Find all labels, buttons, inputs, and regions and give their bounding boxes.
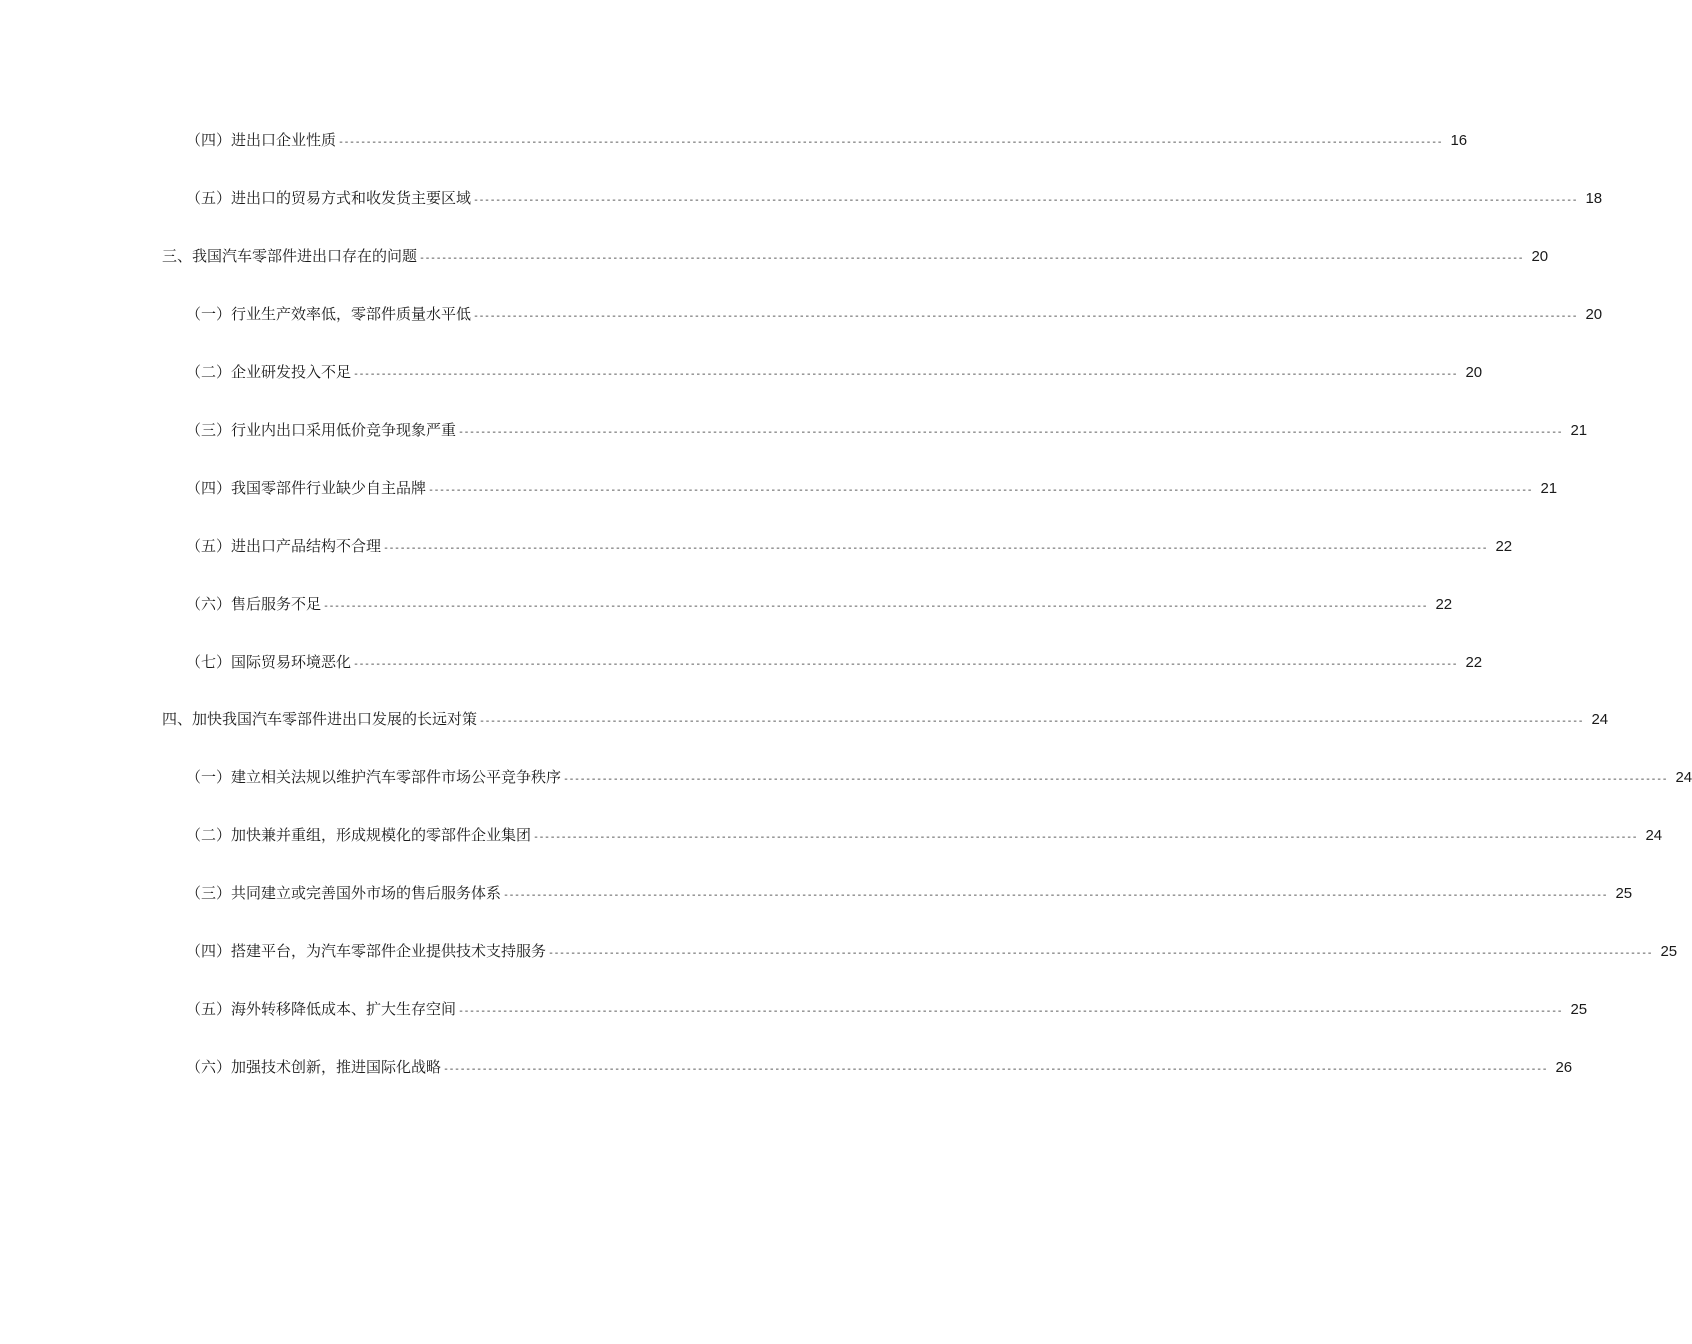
toc-entry-page: 18 [1585, 190, 1603, 207]
toc-entry-title: （七）国际贸易环境恶化 [186, 653, 352, 671]
toc-entry[interactable] [162, 244, 1549, 268]
toc-entry[interactable] [186, 360, 1483, 384]
toc-entry[interactable] [186, 476, 1558, 500]
toc-entry-page: 20 [1585, 306, 1603, 323]
toc-dot-leader: -------------------------------------------------------------------------------------------------------------------------------------------------------------------------------------------------------- [473, 311, 1578, 322]
toc-entry-title: （二）加快兼并重组，形成规模化的零部件企业集团 [186, 826, 532, 844]
toc-entry[interactable] [186, 592, 1453, 616]
toc-entry[interactable] [186, 186, 1603, 210]
toc-dot-leader: -------------------------------------------------------------------------------------------------------------------------------------------------------------------------------------------------------- [428, 485, 1533, 496]
toc-entry-page: 24 [1645, 827, 1663, 844]
toc-entry-title: （四）搭建平台，为汽车零部件企业提供技术支持服务 [186, 942, 547, 960]
toc-dot-leader: -------------------------------------------------------------------------------------------------------------------------------------------------------------------------------------------------------- [353, 659, 1458, 670]
toc-entry-title: （二）企业研发投入不足 [186, 363, 352, 381]
toc-entry[interactable] [186, 881, 1633, 905]
toc-dot-leader: -------------------------------------------------------------------------------------------------------------------------------------------------------------------------------------------------------- [338, 137, 1443, 148]
toc-entry-page: 21 [1540, 480, 1558, 497]
toc-entry-page: 20 [1465, 364, 1483, 381]
toc-entry-title: （一）行业生产效率低，零部件质量水平低 [186, 305, 472, 323]
toc-entry[interactable] [162, 707, 1609, 731]
toc-dot-leader: -------------------------------------------------------------------------------------------------------------------------------------------------------------------------------------------------------- [503, 890, 1608, 901]
toc-entry-page: 22 [1495, 538, 1513, 555]
toc-entry-title: （三）共同建立或完善国外市场的售后服务体系 [186, 884, 502, 902]
toc-entry[interactable] [186, 302, 1603, 326]
toc-dot-leader: -------------------------------------------------------------------------------------------------------------------------------------------------------------------------------------------------------- [458, 1006, 1563, 1017]
toc-entry-title: 四、加快我国汽车零部件进出口发展的长远对策 [162, 710, 478, 728]
toc-entry-title: （五）海外转移降低成本、扩大生存空间 [186, 1000, 457, 1018]
toc-entry[interactable] [186, 650, 1483, 674]
toc-dot-leader: -------------------------------------------------------------------------------------------------------------------------------------------------------------------------------------------------------- [479, 716, 1584, 727]
toc-dot-leader: -------------------------------------------------------------------------------------------------------------------------------------------------------------------------------------------------------- [548, 948, 1653, 959]
toc-entry-title: （六）加强技术创新，推进国际化战略 [186, 1058, 442, 1076]
toc-entry[interactable] [186, 418, 1588, 442]
toc-entry-title: （一）建立相关法规以维护汽车零部件市场公平竞争秩序 [186, 768, 562, 786]
toc-entry-page: 20 [1531, 248, 1549, 265]
toc-entry-page: 26 [1555, 1059, 1573, 1076]
toc-entry-page: 25 [1615, 885, 1633, 902]
toc-dot-leader: -------------------------------------------------------------------------------------------------------------------------------------------------------------------------------------------------------- [458, 427, 1563, 438]
toc-dot-leader: -------------------------------------------------------------------------------------------------------------------------------------------------------------------------------------------------------- [353, 369, 1458, 380]
toc-entry-title: 三、我国汽车零部件进出口存在的问题 [162, 247, 418, 265]
toc-entry-title: （四）我国零部件行业缺少自主品牌 [186, 479, 427, 497]
toc-dot-leader: -------------------------------------------------------------------------------------------------------------------------------------------------------------------------------------------------------- [323, 601, 1428, 612]
toc-dot-leader: -------------------------------------------------------------------------------------------------------------------------------------------------------------------------------------------------------- [473, 195, 1578, 206]
toc-entry-title: （四）进出口企业性质 [186, 131, 337, 149]
toc-entry-page: 24 [1675, 769, 1692, 786]
toc-entry[interactable] [186, 765, 1692, 789]
toc-entry-page: 21 [1570, 422, 1588, 439]
toc-entry-page: 25 [1570, 1001, 1588, 1018]
toc-dot-leader: -------------------------------------------------------------------------------------------------------------------------------------------------------------------------------------------------------- [383, 543, 1488, 554]
toc-entry-title: （三）行业内出口采用低价竞争现象严重 [186, 421, 457, 439]
toc-entry-page: 22 [1465, 654, 1483, 671]
toc-entry[interactable] [186, 997, 1588, 1021]
toc-dot-leader: -------------------------------------------------------------------------------------------------------------------------------------------------------------------------------------------------------- [563, 774, 1668, 785]
toc-entry-title: （五）进出口的贸易方式和收发货主要区域 [186, 189, 472, 207]
toc-entry-page: 22 [1435, 596, 1453, 613]
toc-dot-leader: -------------------------------------------------------------------------------------------------------------------------------------------------------------------------------------------------------- [533, 832, 1638, 843]
toc-entry-page: 16 [1450, 132, 1468, 149]
toc-entry[interactable] [186, 534, 1513, 558]
toc-entry-title: （六）售后服务不足 [186, 595, 322, 613]
toc-entry-title: （五）进出口产品结构不合理 [186, 537, 382, 555]
toc-entry[interactable] [186, 128, 1468, 152]
toc-entry[interactable] [186, 1055, 1573, 1079]
toc-dot-leader: -------------------------------------------------------------------------------------------------------------------------------------------------------------------------------------------------------- [419, 253, 1524, 264]
toc-dot-leader: -------------------------------------------------------------------------------------------------------------------------------------------------------------------------------------------------------- [443, 1064, 1548, 1075]
toc-entry-page: 24 [1591, 711, 1609, 728]
toc-entry[interactable] [186, 823, 1663, 847]
toc-entry[interactable] [186, 939, 1678, 963]
toc-entry-page: 25 [1660, 943, 1678, 960]
